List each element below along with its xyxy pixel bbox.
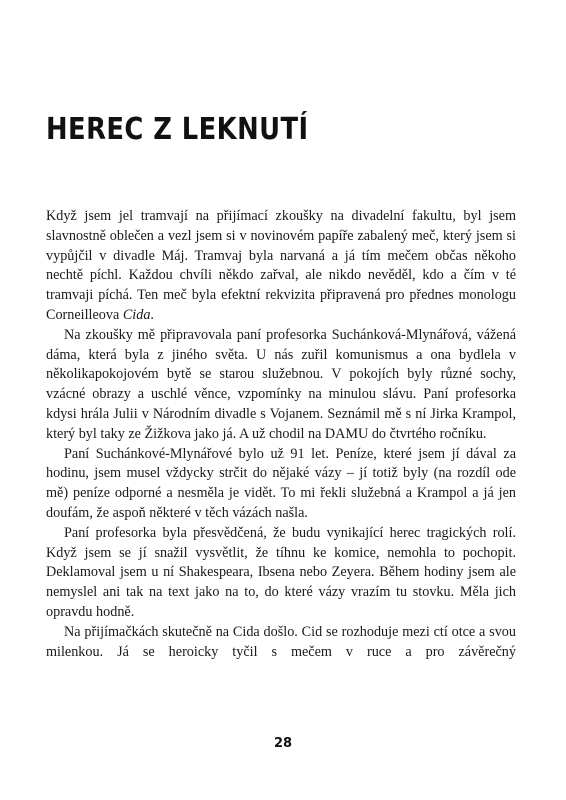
chapter-title: HEREC Z LEKNUTÍ <box>46 112 309 147</box>
body-text <box>46 207 516 662</box>
italic-work-title: Cida <box>122 306 151 323</box>
paragraph-text: . <box>150 306 154 323</box>
paragraph-text: Když jsem jel tramvají na přijímací zkoušky na divadelní fakultu, byl jsem slavnostně oblečen a vezl jsem si v novinovém papíře zabalený meč, který jsem si vypůjčil v divadle Máj. Tramvaj byla narvaná a já tím mečem občas někoho nechtě píchl. Každou chvíli někdo zařval, ale nikdo nevěděl, kdo a čím v té tramvaji píchá. Ten meč byla efektní rekvizita připravená pro přednes monologu Corneilleova <box>46 208 516 323</box>
paragraph <box>46 207 516 326</box>
paragraph: Paní Suchánkové-Mlynářové bylo už 91 let. Peníze, které jsem jí dával za hodinu, jsem musel vždycky strčit do nějaké vázy – jí totiž byly (na rozdíl ode mě) peníze odporné a nesměla je vidět. To mi řekli služebná a Krampol a já jen doufám, že aspoň některé v těch vázách našla. <box>46 445 516 521</box>
paragraph: Na přijímačkách skutečně na Cida došlo. Cid se rozhoduje mezi ctí otce a svou milenkou. Já se heroicky tyčil s mečem v ruce a pro závěrečný <box>46 623 516 660</box>
paragraph: Na zkoušky mě připravovala paní profesorka Suchánková-Mlynářová, vážená dáma, která byla z jiného světa. U nás zuřil komunismus a ona bydlela v několikapokojovém bytě se starou služebnou. V pokojích byly různé sochy, vzácné obrazy a uschlé věnce, vzpomínky na minulou slávu. Paní profesorka kdysi hrála Julii v Národním divadle s Vojanem. Seznámil mě s ní Jirka Krampol, který byl taky ze Žižkova jako já. A už chodil na DAMU do čtvrtého ročníku. <box>46 326 516 442</box>
page-number: 28 <box>273 736 293 751</box>
paragraph: Paní profesorka byla přesvědčená, že budu vynikající herec tragických rolí. Když jsem se jí snažil vysvětlit, že tíhnu ke komice, nemohla to pochopit. Deklamoval jsem u ní Shakespeara, Ibsena nebo Zeyera. Během hodiny jsem ale nemyslel ani tak na text jako na to, do které vázy vrazím tu stovku. Měla jich opravdu hodně. <box>46 524 516 620</box>
